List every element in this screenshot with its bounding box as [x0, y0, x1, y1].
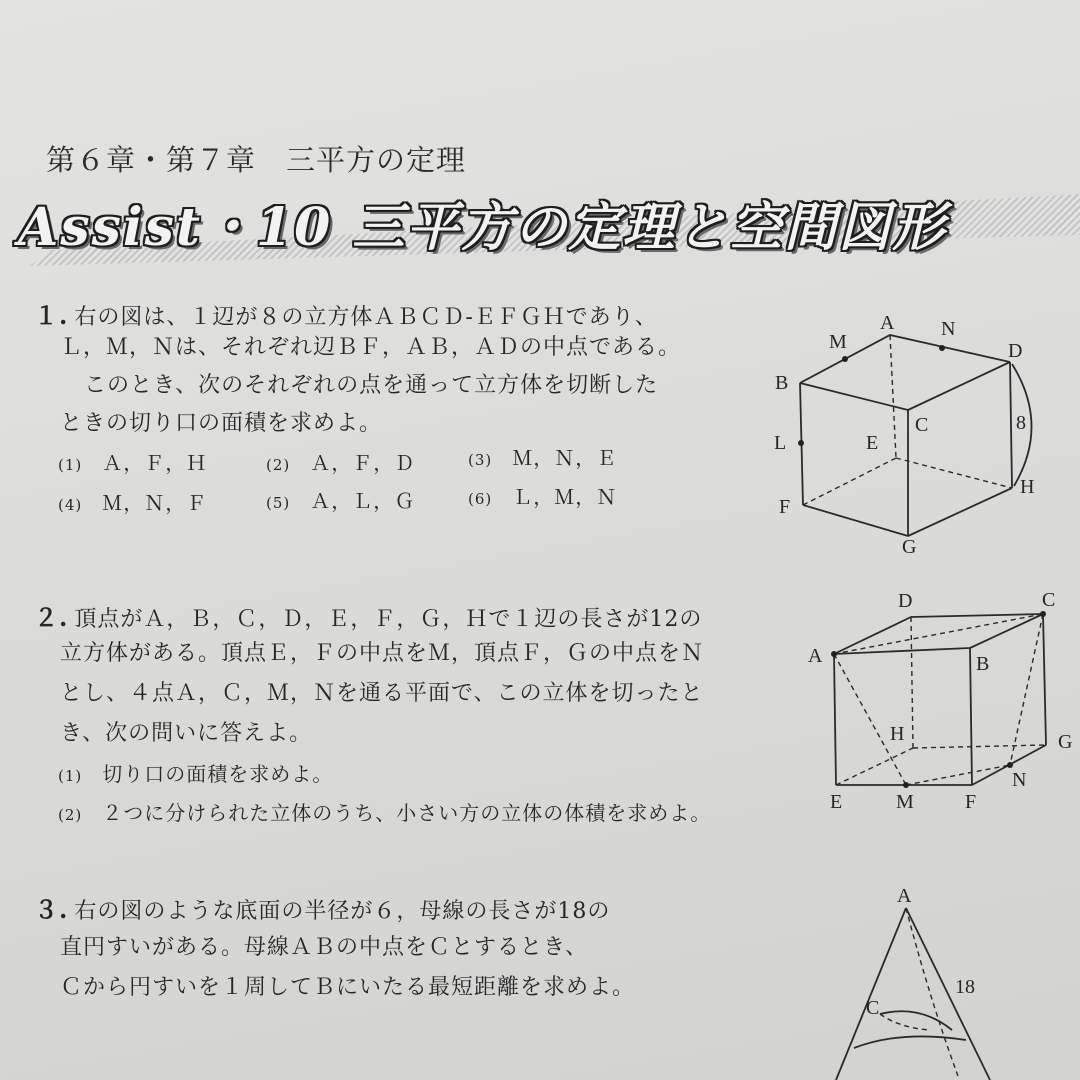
problem-2-item-1: (1) 切り口の面積を求めよ。 — [58, 762, 334, 786]
problem-1-line-4: ときの切り口の面積を求めよ。 — [60, 411, 383, 436]
fig2-label-e: E — [830, 791, 843, 813]
fig2-label-c: C — [1042, 589, 1056, 611]
problem-3-line-2: 直円すいがある。母線ＡＢの中点をＣとするとき、 — [60, 935, 589, 960]
problem-2-line-1: ２. 頂点がＡ，Ｂ，Ｃ，Ｄ，Ｅ，Ｆ，Ｇ，Ｈで１辺の長さが12の — [34, 603, 703, 632]
problem-3-number: ３. — [34, 895, 69, 924]
problem-3-line-3: Ｃから円すいを１周してＢにいたる最短距離を求めよ。 — [60, 975, 636, 1000]
problem-3-line-1: ３. 右の図のような底面の半径が６，母線の長さが18の — [34, 895, 611, 924]
chapter-heading: 第６章・第７章 三平方の定理 — [46, 143, 467, 177]
fig2-label-n: N — [1012, 769, 1027, 791]
fig1-label-l: L — [774, 432, 787, 454]
fig2-label-b: B — [976, 653, 990, 675]
problem-1-line-2: Ｌ，Ｍ，Ｎは、それぞれ辺ＢＦ，ＡＢ，ＡＤの中点である。 — [60, 335, 682, 360]
problem-1-line-3: このとき、次のそれぞれの点を通って立方体を切断した — [84, 373, 659, 398]
fig1-label-h: H — [1020, 476, 1035, 498]
problem-1-line-1: １. 右の図は、１辺が８の立方体ＡＢＣＤ-ＥＦＧＨであり、 — [34, 301, 658, 330]
fig1-label-f: F — [779, 496, 791, 518]
problem-1-item-6: (6) Ｌ，Ｍ，Ｎ — [468, 485, 618, 509]
fig3-slant-length: 18 — [955, 976, 975, 998]
fig1-edge-length: 8 — [1016, 412, 1026, 434]
problem-1-item-5: (5) Ａ，Ｌ，Ｇ — [266, 489, 416, 513]
fig1-label-a: A — [880, 312, 895, 334]
problem-1-item-1: (1) Ａ，Ｆ，Ｈ — [58, 451, 208, 475]
fig2-label-f: F — [965, 791, 977, 813]
problem-1-item-4: (4) Ｍ，Ｎ，Ｆ — [58, 491, 208, 515]
fig2-label-g: G — [1058, 731, 1073, 753]
fig2-label-h: H — [890, 723, 905, 745]
problem-2-line-3: とし、４点Ａ，Ｃ，Ｍ，Ｎを通る平面で、この立体を切ったと — [60, 681, 704, 706]
problem-2-number: ２. — [34, 603, 69, 632]
problem-2-item-2: (2) ２つに分けられた立体のうち、小さい方の立体の体積を求めよ。 — [58, 801, 712, 825]
fig1-label-d: D — [1008, 340, 1023, 362]
fig1-label-g: G — [902, 536, 917, 558]
fig3-label-a: A — [897, 885, 912, 907]
problem-1-item-3: (3) Ｍ，Ｎ，Ｅ — [468, 446, 618, 470]
fig3-label-c: C — [866, 997, 880, 1019]
problem-2-line-4: き、次の問いに答えよ。 — [60, 721, 313, 746]
page-title: Assist・10 三平方の定理と空間図形 — [18, 197, 947, 258]
fig1-label-m: M — [829, 331, 847, 353]
fig2-label-d: D — [898, 590, 913, 612]
problem-1-item-2: (2) Ａ，Ｆ，Ｄ — [266, 451, 416, 475]
fig1-label-c: C — [915, 414, 929, 436]
fig1-label-b: B — [775, 372, 789, 394]
fig1-label-n: N — [941, 318, 956, 340]
problem-2-line-2: 立方体がある。頂点Ｅ，Ｆの中点をＭ，頂点Ｆ，Ｇの中点をＮ — [60, 641, 705, 666]
fig2-label-a: A — [808, 645, 823, 667]
fig1-label-e: E — [866, 432, 879, 454]
problem-1-number: １. — [34, 301, 69, 330]
fig2-label-m: M — [896, 791, 914, 813]
